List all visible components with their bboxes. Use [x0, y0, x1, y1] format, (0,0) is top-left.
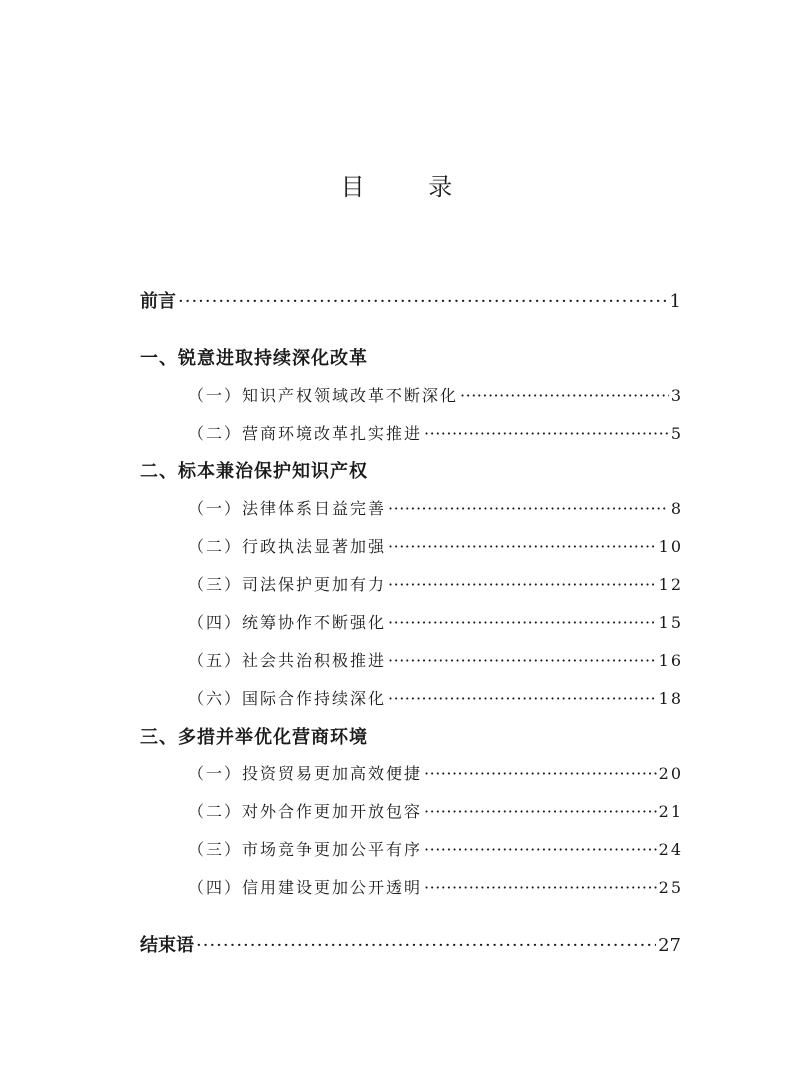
toc-page-number: 21 — [658, 802, 683, 821]
toc-dot-leader — [196, 933, 656, 959]
toc-page-number: 16 — [658, 651, 683, 670]
toc-page-number: 1 — [669, 291, 681, 312]
toc-page-number: 5 — [670, 424, 683, 443]
toc-dot-leader — [388, 649, 657, 673]
section-heading-2[interactable]: 二、标本兼治保护知识产权 — [140, 461, 368, 482]
toc-dot-leader — [424, 422, 669, 446]
toc-entry-preface[interactable] — [140, 289, 681, 315]
toc-entry-label: （二）营商环境改革扎实推进 — [188, 424, 423, 443]
toc-page-number: 15 — [658, 613, 683, 632]
toc-dot-leader — [388, 687, 657, 711]
toc-dot-leader — [388, 611, 657, 635]
toc-entry-label: （五）社会共治积极推进 — [188, 651, 387, 670]
toc-page-number: 24 — [658, 840, 683, 859]
toc-page-number: 8 — [670, 499, 683, 518]
toc-entry-label: 前言 — [140, 291, 176, 312]
toc-entry-label: （二）行政执法显著加强 — [188, 537, 387, 556]
toc-dot-leader — [178, 289, 668, 315]
toc-entry[interactable] — [188, 800, 683, 824]
toc-dot-leader — [388, 573, 657, 597]
toc-entry-label: （一）知识产权领域改革不断深化 — [188, 386, 459, 405]
toc-entry[interactable] — [188, 497, 683, 521]
toc-entry-conclusion[interactable] — [140, 933, 681, 959]
toc-page-number: 10 — [658, 537, 683, 556]
toc-entry-label: （四）统筹协作不断强化 — [188, 613, 387, 632]
toc-entry[interactable] — [188, 422, 683, 446]
section-heading-1[interactable]: 一、锐意进取持续深化改革 — [140, 348, 368, 369]
toc-entry[interactable] — [188, 762, 683, 786]
section-heading-3[interactable]: 三、多措并举优化营商环境 — [140, 727, 368, 748]
toc-entry-label: （一）法律体系日益完善 — [188, 499, 387, 518]
toc-page-number: 18 — [658, 689, 683, 708]
toc-entry-label: （一）投资贸易更加高效便捷 — [188, 764, 423, 783]
toc-entry-label: 结束语 — [140, 935, 194, 956]
toc-entry[interactable] — [188, 876, 683, 900]
toc-entry[interactable] — [188, 838, 683, 862]
toc-entry[interactable] — [188, 384, 683, 408]
toc-entry[interactable] — [188, 573, 683, 597]
toc-dot-leader — [424, 876, 657, 900]
toc-entry-label: （四）信用建设更加公开透明 — [188, 878, 423, 897]
toc-entry[interactable] — [188, 535, 683, 559]
toc-entry[interactable] — [188, 687, 683, 711]
toc-dot-leader — [388, 497, 669, 521]
toc-entry-label: （三）司法保护更加有力 — [188, 575, 387, 594]
toc-page-number: 3 — [670, 386, 683, 405]
toc-dot-leader — [424, 838, 657, 862]
toc-page-number: 25 — [658, 878, 683, 897]
toc-entry[interactable] — [188, 611, 683, 635]
toc-dot-leader — [424, 800, 657, 824]
toc-dot-leader — [460, 384, 669, 408]
toc-page-number: 27 — [658, 935, 681, 956]
toc-entry[interactable] — [188, 649, 683, 673]
toc-page-number: 20 — [658, 764, 683, 783]
toc-entry-label: （二）对外合作更加开放包容 — [188, 802, 423, 821]
toc-entry-label: （三）市场竞争更加公平有序 — [188, 840, 423, 859]
toc-entry-label: （六）国际合作持续深化 — [188, 689, 387, 708]
toc-page-number: 12 — [658, 575, 683, 594]
toc-dot-leader — [388, 535, 657, 559]
page-title: 目 录 — [340, 173, 481, 201]
toc-dot-leader — [424, 762, 657, 786]
